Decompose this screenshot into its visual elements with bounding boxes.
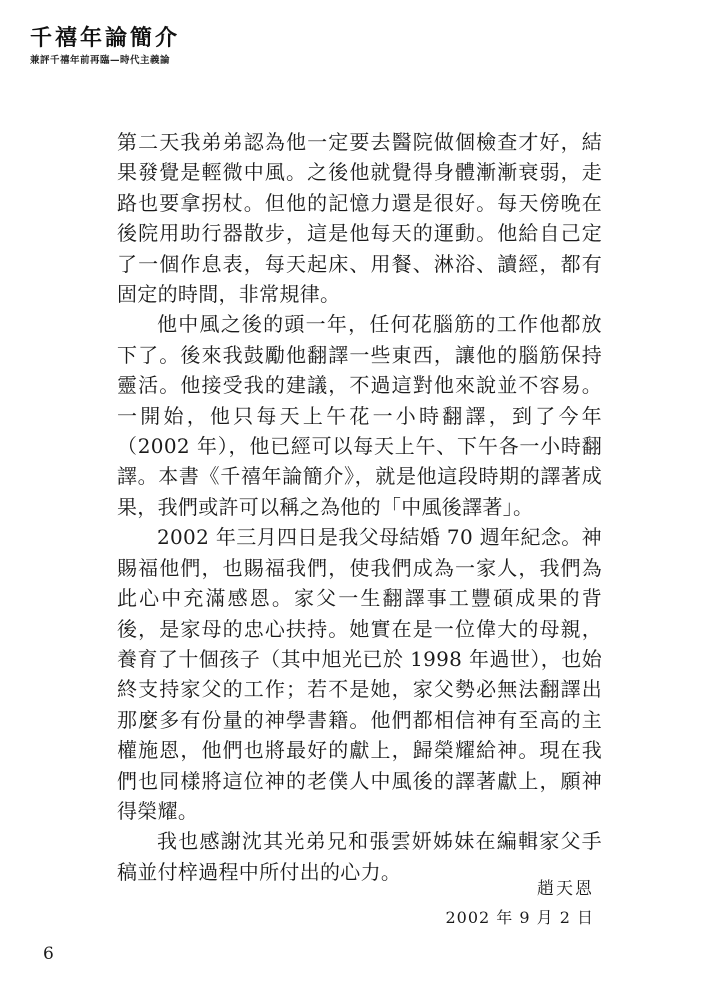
signature-date: 2002 年 9 月 2 日 — [445, 908, 594, 927]
book-subtitle: 兼評千禧年前再臨—時代主義論 — [30, 55, 171, 66]
author-signature: 趙天恩 — [537, 879, 594, 899]
paragraph-2: 他中風之後的頭一年，任何花腦筋的工作他都放下了。後來我鼓勵他翻譯一些東西，讓他的腦筋保持靈活。他接受我的建議，不過這對他來說並不容易。一開始，他只每天上午花一小時翻譯，到了今年（2002 年），他已經可以每天上午、下午各一小時翻譯。本書《千禧年論簡介》，就是他這段時期的譯著成果，我們或許可以稱之為他的「中風後譯著」。 — [117, 312, 602, 519]
running-header — [30, 26, 180, 67]
main-text — [117, 127, 602, 887]
page-number: 6 — [43, 944, 54, 964]
paragraph-4: 我也感謝沈其光弟兄和張雲妍姊妹在編輯家父手稿並付梓過程中所付出的心力。 — [117, 829, 602, 884]
paragraph-3: 2002 年三月四日是我父母結婚 70 週年紀念。神賜福他們，也賜福我們，使我們成為一家人，我們為此心中充滿感恩。家父一生翻譯事工豐碩成果的背後，是家母的忠心扶持。她實在是一位偉大的母親，養育了十個孩子（其中旭光已於 1998 年過世），也始終支持家父的工作；若不是她，家父勢必無法翻譯出那麼多有份量的神學書籍。他們都相信神有至高的主權施恩，他們也將最好的獻上，歸榮耀給神。現在我們也同樣將這位神的老僕人中風後的譯著獻上，願神得榮耀。 — [117, 525, 602, 823]
book-title: 千禧年論簡介 — [30, 26, 181, 51]
paragraph-1: 第二天我弟弟認為他一定要去醫院做個檢查才好，結果發覺是輕微中風。之後他就覺得身體漸漸衰弱，走路也要拿拐杖。但他的記憶力還是很好。每天傍晚在後院用助行器散步，這是他每天的運動。他給自己定了一個作息表，每天起床、用餐、淋浴、讀經，都有固定的時間，非常規律。 — [117, 130, 602, 307]
